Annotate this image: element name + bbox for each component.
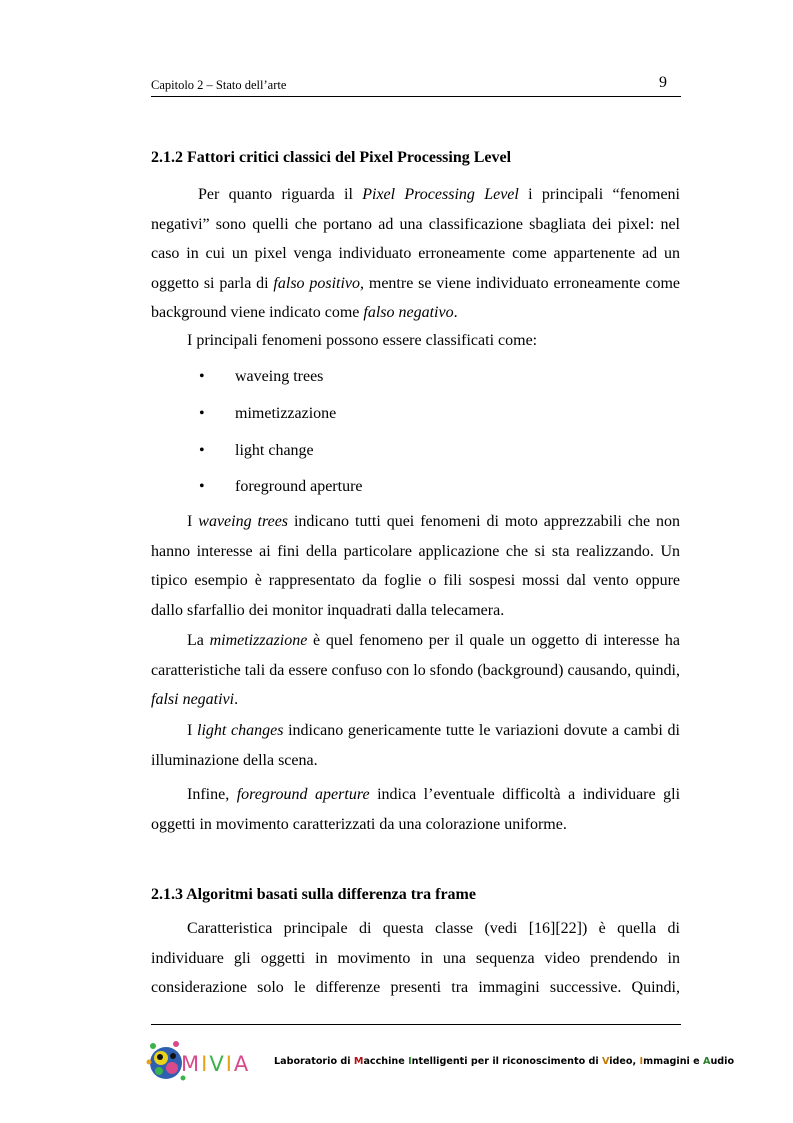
- bullet-icon: •: [199, 442, 205, 459]
- list-item: [199, 368, 323, 386]
- text-line: illuminazione della scena.: [151, 751, 318, 769]
- mivia-logo-text: MIVIA: [181, 1052, 251, 1076]
- footer-text-segment: acchine: [363, 1056, 409, 1067]
- text-line: dallo sfarfallio dei monitor inquadrati dalla telecamera.: [151, 601, 505, 619]
- paragraph-frame-difference: [151, 914, 680, 1003]
- text: I: [187, 722, 197, 739]
- page-number: 9: [659, 74, 667, 91]
- footer-text-segment: mmagini e: [643, 1056, 704, 1067]
- mivia-logo: [145, 1038, 251, 1086]
- footer-lab-name: [274, 1056, 734, 1067]
- text: .: [453, 304, 458, 321]
- bullet-icon: •: [199, 478, 205, 495]
- chapter-title: Capitolo 2 – Stato dell’arte: [151, 78, 287, 92]
- footer-text-segment: I: [408, 1056, 412, 1067]
- list-item-label: waveing trees: [235, 368, 324, 385]
- footer-text-segment: V: [602, 1056, 610, 1067]
- text: oggetto si parla di: [151, 274, 274, 292]
- footer-text-segment: Laboratorio di: [274, 1056, 354, 1067]
- section-heading-2-1-2: 2.1.2 Fattori critici classici del Pixel Processing Level: [151, 149, 512, 166]
- footer-text-segment: ideo,: [609, 1056, 640, 1067]
- paragraph-waveing-trees: [151, 507, 680, 625]
- paragraph-foreground-aperture: [151, 780, 680, 839]
- text-line: Caratteristica principale di questa classe (vedi [16][22]) è quella di: [187, 920, 680, 937]
- term-falsi-negativi: falsi negativi: [151, 691, 235, 708]
- footer-text-segment: ntelligenti per il riconoscimento di: [411, 1056, 602, 1067]
- text: La: [187, 632, 210, 649]
- paragraph-light-changes: [151, 716, 680, 775]
- text-line: individuare gli oggetti in movimento in una sequenza video prendendo in: [151, 949, 680, 967]
- list-item: [199, 405, 336, 423]
- term-light-changes: light changes: [197, 722, 284, 739]
- footer-divider: [151, 1024, 681, 1025]
- paragraph-mimetizzazione: [151, 626, 680, 715]
- text-line: caso in cui un pixel venga individuato erroneamente come appartenente ad un: [151, 245, 680, 262]
- footer-text-segment: M: [353, 1056, 364, 1067]
- text: indicano genericamente tutte le variazioni dovute a cambi di: [283, 722, 680, 739]
- term-foreground-aperture: foreground aperture: [236, 786, 370, 803]
- paragraph-pixel-processing: [151, 180, 680, 328]
- text-line: caratteristiche tali da essere confuso con lo sfondo (background) causando, quindi,: [151, 661, 680, 679]
- text: Per quanto riguarda il: [198, 186, 363, 203]
- running-header: [151, 74, 681, 97]
- list-item-label: mimetizzazione: [235, 405, 337, 422]
- text: .: [234, 691, 239, 708]
- text-line: hanno interesse ai fini della particolare applicazione che si sta realizzando. Un: [151, 542, 680, 560]
- term-pixel-processing-level: Pixel Processing Level: [362, 186, 519, 203]
- term-falso-positivo: falso positivo: [273, 274, 361, 292]
- text-line: tipico esempio è rappresentato da foglie o fili sospesi mossi dal vento oppure: [151, 572, 680, 589]
- text-line: negativi” sono quelli che portano ad una classificazione sbagliata dei pixel: nel: [151, 215, 680, 233]
- paragraph-intro-list: [151, 326, 680, 356]
- bullet-icon: •: [199, 405, 205, 422]
- footer-text-segment: udio: [710, 1056, 735, 1067]
- term-mimetizzazione: mimetizzazione: [209, 632, 308, 649]
- bullet-icon: •: [199, 368, 205, 385]
- list-item: [199, 442, 314, 460]
- text: I: [187, 513, 199, 530]
- text: , mentre se viene individuato erroneamente come: [360, 274, 681, 292]
- text: è quel fenomeno per il quale un oggetto di interesse ha: [307, 632, 681, 649]
- term-waveing-trees: waveing trees: [198, 513, 289, 530]
- text-line: oggetti in movimento caratterizzati da una colorazione uniforme.: [151, 815, 567, 833]
- section-heading-2-1-3: 2.1.3 Algoritmi basati sulla differenza tra frame: [151, 886, 476, 903]
- footer-text-segment: I: [639, 1056, 644, 1067]
- footer-text-segment: A: [703, 1056, 711, 1067]
- text-line: considerazione solo le differenze presenti tra immagini successive. Quindi,: [151, 979, 680, 996]
- text: indica l’eventuale difficoltà a individuare gli: [369, 786, 681, 803]
- list-item-label: foreground aperture: [235, 478, 363, 495]
- text: indicano tutti quei fenomeni di moto apprezzabili che non: [288, 513, 680, 530]
- text-line: I principali fenomeni possono essere classificati come:: [187, 332, 538, 349]
- term-falso-negativo: falso negativo: [363, 304, 454, 321]
- text: Infine,: [187, 786, 237, 803]
- list-item-label: light change: [235, 442, 314, 459]
- text: background viene indicato come: [151, 304, 364, 321]
- text: i principali “fenomeni: [518, 186, 680, 203]
- list-item: [199, 478, 363, 496]
